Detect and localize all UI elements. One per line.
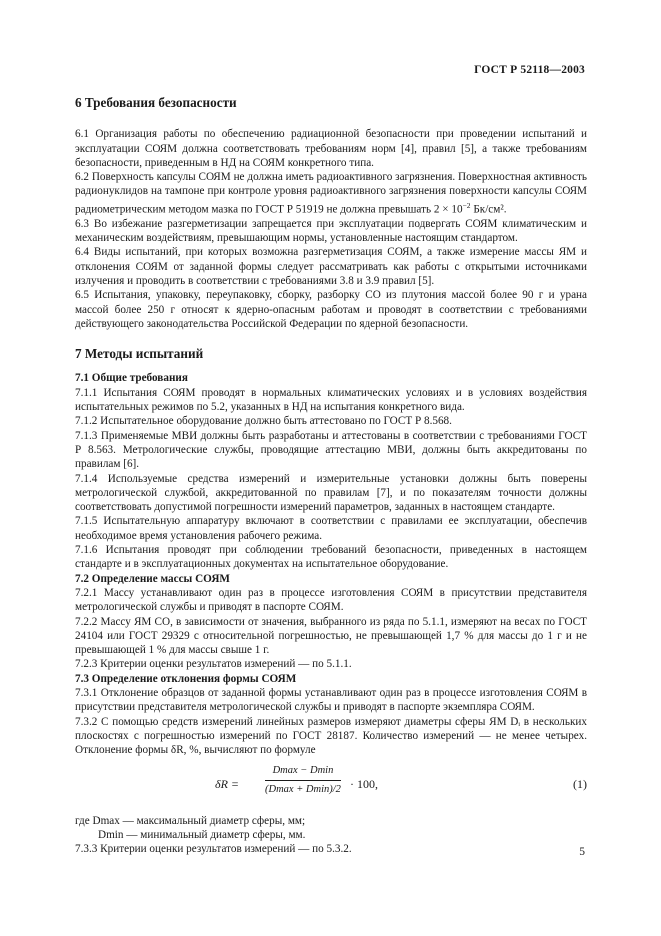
document-header-id: ГОСТ Р 52118—2003 (474, 64, 585, 76)
paragraph-6-1: 6.1 Организация работы по обеспечению радиационной безопасности при проведении испытаний и эксплуатации СОЯМ должна соответствовать требованиям норм [4], правил [5], а также требованиям безопасности, приведенным в НД на СОЯМ конкретного типа. (75, 128, 587, 169)
paragraph-7-1-6: 7.1.6 Испытания проводят при соблюдении требований безопасности, приведенных в настоящем стандарте и в эксплуатационных документах на испытательное оборудование. (75, 544, 587, 571)
paragraph-7-2-1: 7.2.1 Массу устанавливают один раз в процессе изготовления СОЯМ в присутствии представителя метрологической службы и приводят в паспорте СОЯМ. (75, 586, 587, 614)
paragraph-7-3-2: 7.3.2 С помощью средств измерений линейных размеров измеряют диаметры сферы ЯМ Dᵢ в нескольких плоскостях с погрешностью измерений по ГОСТ 28187. Количество измерений — не менее четырех. Отклонение формы δR, %, вычисляют по формуле (75, 715, 587, 757)
formula-1 (75, 764, 587, 808)
formula-tail: · 100, (350, 776, 378, 791)
paragraph-7-1-3: 7.1.3 Применяемые МВИ должны быть разработаны и аттестованы в соответствии с требованиями ГОСТ Р 8.563. Метрологические службы, проводящие аттестацию МВИ, должны быть аккредитованы по правилам [6]. (75, 429, 587, 471)
paragraph-6-4: 6.4 Виды испытаний, при которых возможна разгерметизация СОЯМ, а также измерение массы ЯМ и отклонения СОЯМ от заданной формы следует рассматривать как работы с открытыми источниками излучения и проводить в соответствии с требованиями 3.8 и 3.9 правил [5]. (75, 246, 587, 287)
paragraph-7-3-3: 7.3.3 Критерии оценки результатов измерений — по 5.3.2. (75, 843, 352, 856)
section-6-title: 6 Требования безопасности (75, 95, 237, 110)
formula-fraction (265, 764, 341, 798)
formula-definition-dmax: где Dmax — максимальный диаметр сферы, мм; (75, 814, 306, 827)
formula-denominator: (Dmax + Dmin)/2 (265, 780, 341, 797)
paragraph-7-1-5: 7.1.5 Испытательную аппаратуру включают в соответствии с правилами ее эксплуатации, обеспечив необходимое время установления рабочего режима. (75, 515, 587, 542)
paragraph-6-5: 6.5 Испытания, упаковку, переупаковку, сборку, разборку СО из плутония массой более 90 г и урана массой более 250 г относят к ядерно-опасным работам и проводят в соответствии с требованиями действующего законодательства Российской Федерации по ядерной безопасности. (75, 289, 587, 330)
page-number: 5 (579, 846, 585, 858)
subsection-7-2-title: 7.2 Определение массы СОЯМ (75, 572, 230, 585)
paragraph-6-2: 6.2 Поверхность капсулы СОЯМ не должна иметь радиоактивного загрязнения. Поверхностная активность радионуклидов на тампоне при контроле уровня радиоактивного загрязнения поверхности капсулы СОЯМ радиометрическим методом мазка по ГОСТ Р 51919 не должна превышать $2 \times 10^{-2}$ Бк/см². (75, 171, 587, 216)
paragraph-7-1-2: 7.1.2 Испытательное оборудование должно быть аттестовано по ГОСТ Р 8.568. (75, 415, 452, 428)
paragraph-7-1-4: 7.1.4 Используемые средства измерений и измерительные установки должны быть поверены метрологической службой, аккредитованной по правилам [7], и по показателям точности должны соответствовать допустимой погрешности измерений параметров, заданных в настоящем стандарте. (75, 472, 587, 514)
page-content (75, 96, 587, 856)
subsection-7-3-title: 7.3 Определение отклонения формы СОЯМ (75, 672, 297, 685)
formula-definition-dmin: Dmin — минимальный диаметр сферы, мм. (98, 828, 306, 841)
subsection-7-1-title: 7.1 Общие требования (75, 372, 188, 385)
paragraph-7-3-1: 7.3.1 Отклонение образцов от заданной формы устанавливают один раз в процессе изготовления СОЯМ в присутствии представителя метрологической службы и приводят в паспорте экземпляра СОЯМ. (75, 687, 587, 714)
paragraph-7-1-1: 7.1.1 Испытания СОЯМ проводят в нормальных климатических условиях и в условиях воздействия испытательных режимов по 5.2, указанных в НД на испытания конкретного вида. (75, 386, 587, 414)
formula-lhs: δR = (215, 776, 240, 791)
paragraph-6-3: 6.3 Во избежание разгерметизации запрещается при эксплуатации подвергать СОЯМ климатическим и механическим воздействиям, превышающим нормы, установленные настоящим стандартом. (75, 217, 587, 245)
formula-number: (1) (573, 776, 587, 791)
formula-numerator: Dmax − Dmin (272, 764, 334, 776)
paragraph-7-2-2: 7.2.2 Массу ЯМ СО, в зависимости от значения, выбранного из ряда по 5.1.1, измеряют на весах по ГОСТ 24104 или ГОСТ 29329 с относительной погрешностью, не превышающей 1,7 % для массы до 1 г и не превышающей 1 % для массы свыше 1 г. (75, 615, 587, 657)
section-7-title: 7 Методы испытаний (75, 346, 204, 362)
paragraph-7-2-3: 7.2.3 Критерии оценки результатов измерений — по 5.1.1. (75, 658, 352, 671)
